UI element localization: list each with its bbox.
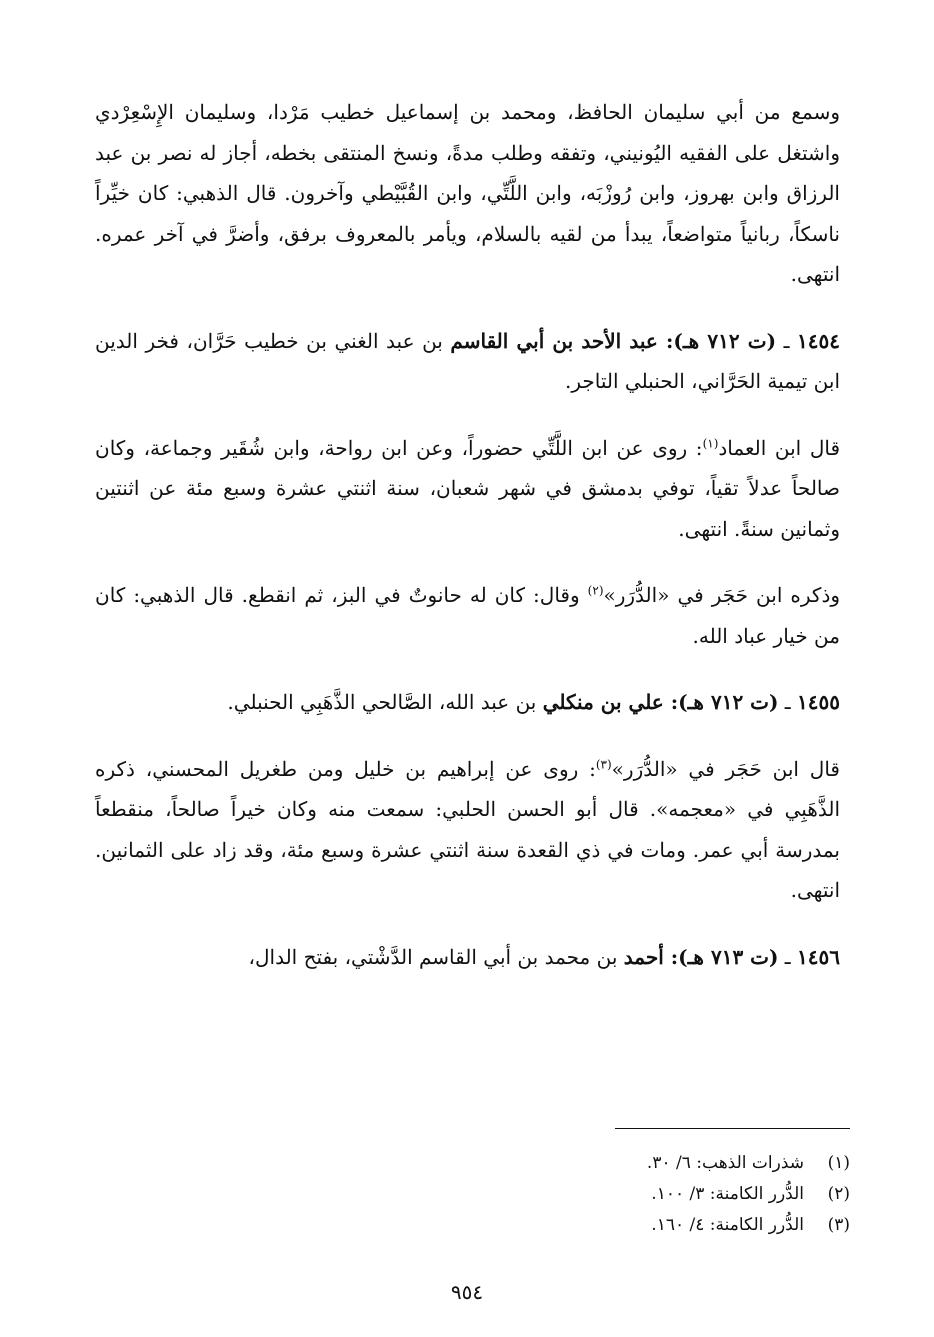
footnote-text: الدُّرر الكامنة: ٣/ ١٠٠. — [651, 1184, 804, 1204]
entry-1456 — [95, 937, 840, 978]
entry-death-date: (ت ٧١٢ هـ) — [673, 328, 777, 353]
paragraph-text: قال ابن العماد — [718, 435, 841, 460]
footnotes — [450, 1148, 850, 1241]
paragraph-continuation: وسمع من أبي سليمان الحافظ، ومحمد بن إسماعيل خطيب مَرْدا، وسليمان الإِسْعِرْدي واشتغل على الفقيه اليُونيني، وتفقه وطلب مدةً، ونسخ المنتقى بخطه، أجاز له نصر بن عبد الرزاق وابن بهروز، وابن رُوزْبَه، وابن اللَّتِّي، وابن القُبَّيْطي وآخرون. قال الذهبي: كان خيِّراً ناسكاً، ربانياً متواضعاً، يبدأ من لقيه بالسلام، ويأمر بالمعروف برفق، وأضرَّ في آخر عمره. انتهى. — [95, 100, 840, 286]
paragraph-text: : روى عن إبراهيم بن خليل ومن طغريل المحسني، ذكره الذَّهَبِي في «معجمه». قال أبو الحسن الحلبي: سمعت منه وكان خيراً صالحاً، منقطعاً بمدرسة أبي عمر. ومات في ذي القعدة سنة اثنتي عشرة وسبع مئة، وقد زاد على الثمانين. انتهى. — [95, 756, 840, 902]
entry-1455 — [95, 682, 840, 723]
entry-dash: ـ — [778, 690, 798, 714]
entry-colon: : — [657, 328, 674, 353]
footnote-ref-3[interactable]: (٣) — [595, 756, 612, 771]
paragraph-ibn-hajar — [95, 575, 840, 656]
entry-lineage: بن عبد الله، الصَّالحي الذَّهَبِي الحنبلي. — [227, 690, 543, 714]
footnote-divider — [615, 1128, 850, 1129]
entry-number: ١٤٥٤ — [797, 328, 840, 353]
footnote-ref-1[interactable]: (١) — [702, 435, 719, 450]
paragraph-ibn-hajar-2 — [95, 749, 840, 911]
paragraph-text: قال ابن حَجَر في «الدُّرَر» — [611, 756, 840, 781]
entry-name: عبد الأحد بن أبي القاسم — [450, 328, 658, 353]
footnote-1 — [450, 1148, 850, 1179]
entry-name: علي بن منكلي — [542, 690, 664, 714]
page-number: ٩٥٤ — [450, 1280, 484, 1304]
entry-death-date: (ت ٧١٣ هـ) — [678, 944, 779, 969]
footnote-3 — [450, 1210, 850, 1241]
entry-name: أحمد — [623, 944, 664, 969]
footnote-ref-2[interactable]: (٢) — [587, 583, 604, 598]
entry-colon: : — [663, 944, 679, 969]
paragraph-text: وقال: كان له حانوتٌ في البز، ثم انقطع. قال الذهبي: كان من خيار عباد الله. — [95, 583, 840, 648]
footnote-mark: (١) — [827, 1153, 850, 1173]
footnote-mark: (٣) — [827, 1215, 850, 1235]
paragraph-text: : روى عن ابن اللَّتِّي حضوراً، وعن ابن رواحة، وابن شُقَير وجماعة، وكان صالحاً عدلاً تقياً، توفي بدمشق في شهر شعبان، سنة اثنتي عشرة وسبع مئة عن اثنتين وثمانين سنةً. انتهى. — [95, 435, 840, 541]
page-body — [95, 92, 840, 977]
entry-death-date: (ت ٧١٢ هـ) — [678, 690, 779, 714]
entry-dash: ـ — [776, 328, 798, 353]
entry-number: ١٤٥٦ — [797, 944, 840, 969]
entry-1454 — [95, 321, 840, 402]
paragraph-ibn-al-imad — [95, 428, 840, 550]
footnote-2 — [450, 1179, 850, 1210]
entry-lineage: بن محمد بن أبي القاسم الدَّشْتي، بفتح الدال، — [248, 944, 624, 969]
footnote-mark: (٢) — [827, 1184, 850, 1204]
entry-number: ١٤٥٥ — [797, 690, 840, 714]
paragraph-text: وذكره ابن حَجَر في «الدُّرَر» — [603, 583, 841, 607]
footnote-text: الدُّرر الكامنة: ٤/ ١٦٠. — [651, 1215, 804, 1235]
footnote-text: شذرات الذهب: ٦/ ٣٠. — [646, 1153, 804, 1173]
entry-dash: ـ — [778, 944, 798, 969]
entry-colon: : — [663, 690, 679, 714]
entry-lineage: بن عبد الغني بن خطيب حَرَّان، فخر الدين ابن تيمية الحَرَّاني، الحنبلي التاجر. — [95, 328, 840, 393]
